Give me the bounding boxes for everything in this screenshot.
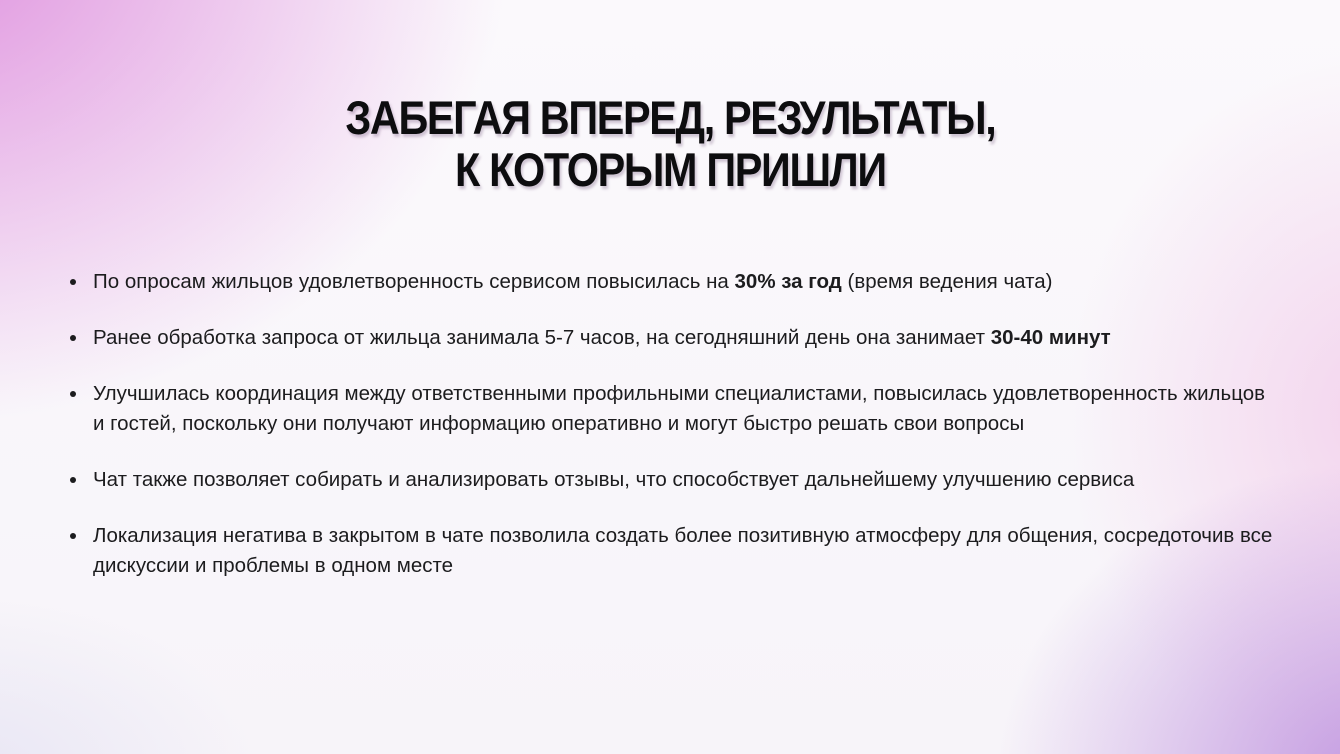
bullet-text-pre: Улучшилась координация между ответственными профильными специалистами, повысилась удовлетворенность жильцов и гостей, поскольку они получают информацию оперативно и могут быстро решать свои вопросы: [93, 382, 1266, 436]
bullet-marker-icon: [70, 477, 76, 483]
bullet-text: [93, 465, 1134, 495]
bullet-text-pre: Ранее обработка запроса от жильца занимала 5-7 часов, на сегодняшний день она занимает: [93, 326, 991, 350]
bullet-marker-icon: [70, 335, 76, 341]
bullet-item: [70, 465, 1282, 495]
bullet-text-pre: По опросам жильцов удовлетворенность сервисом повысилась на: [93, 270, 735, 294]
bullet-text-pre: Чат также позволяет собирать и анализировать отзывы, что способствует дальнейшему улучшению сервиса: [93, 468, 1135, 492]
bullet-item: [70, 267, 1282, 297]
bullet-marker-icon: [70, 391, 76, 397]
bullet-marker-icon: [70, 279, 76, 285]
bullet-text: [93, 379, 1282, 439]
bullet-item: [70, 379, 1282, 439]
bullet-list: [0, 267, 1340, 581]
bullet-text-bold: 30-40 минут: [990, 326, 1111, 350]
bullet-text: [93, 521, 1282, 581]
page-title-line2: К КОТОРЫМ ПРИШЛИ: [454, 142, 886, 196]
page-title-line1: ЗАБЕГАЯ ВПЕРЕД, РЕЗУЛЬТАТЫ,: [344, 91, 996, 144]
bullet-text-bold: 30% за год: [734, 270, 842, 294]
page-title: [345, 92, 995, 195]
bullet-item: [70, 323, 1282, 353]
bullet-text: [93, 323, 1111, 353]
title-wrap: [0, 92, 1340, 195]
bullet-marker-icon: [70, 533, 76, 539]
bullet-text: [93, 267, 1052, 297]
bullet-text-pre: Локализация негатива в закрытом в чате позволила создать более позитивную атмосферу для общения, сосредоточив все дискуссии и проблемы в одном месте: [93, 524, 1273, 578]
bullet-text-post: (время ведения чата): [841, 270, 1053, 294]
bullet-item: [70, 521, 1282, 581]
